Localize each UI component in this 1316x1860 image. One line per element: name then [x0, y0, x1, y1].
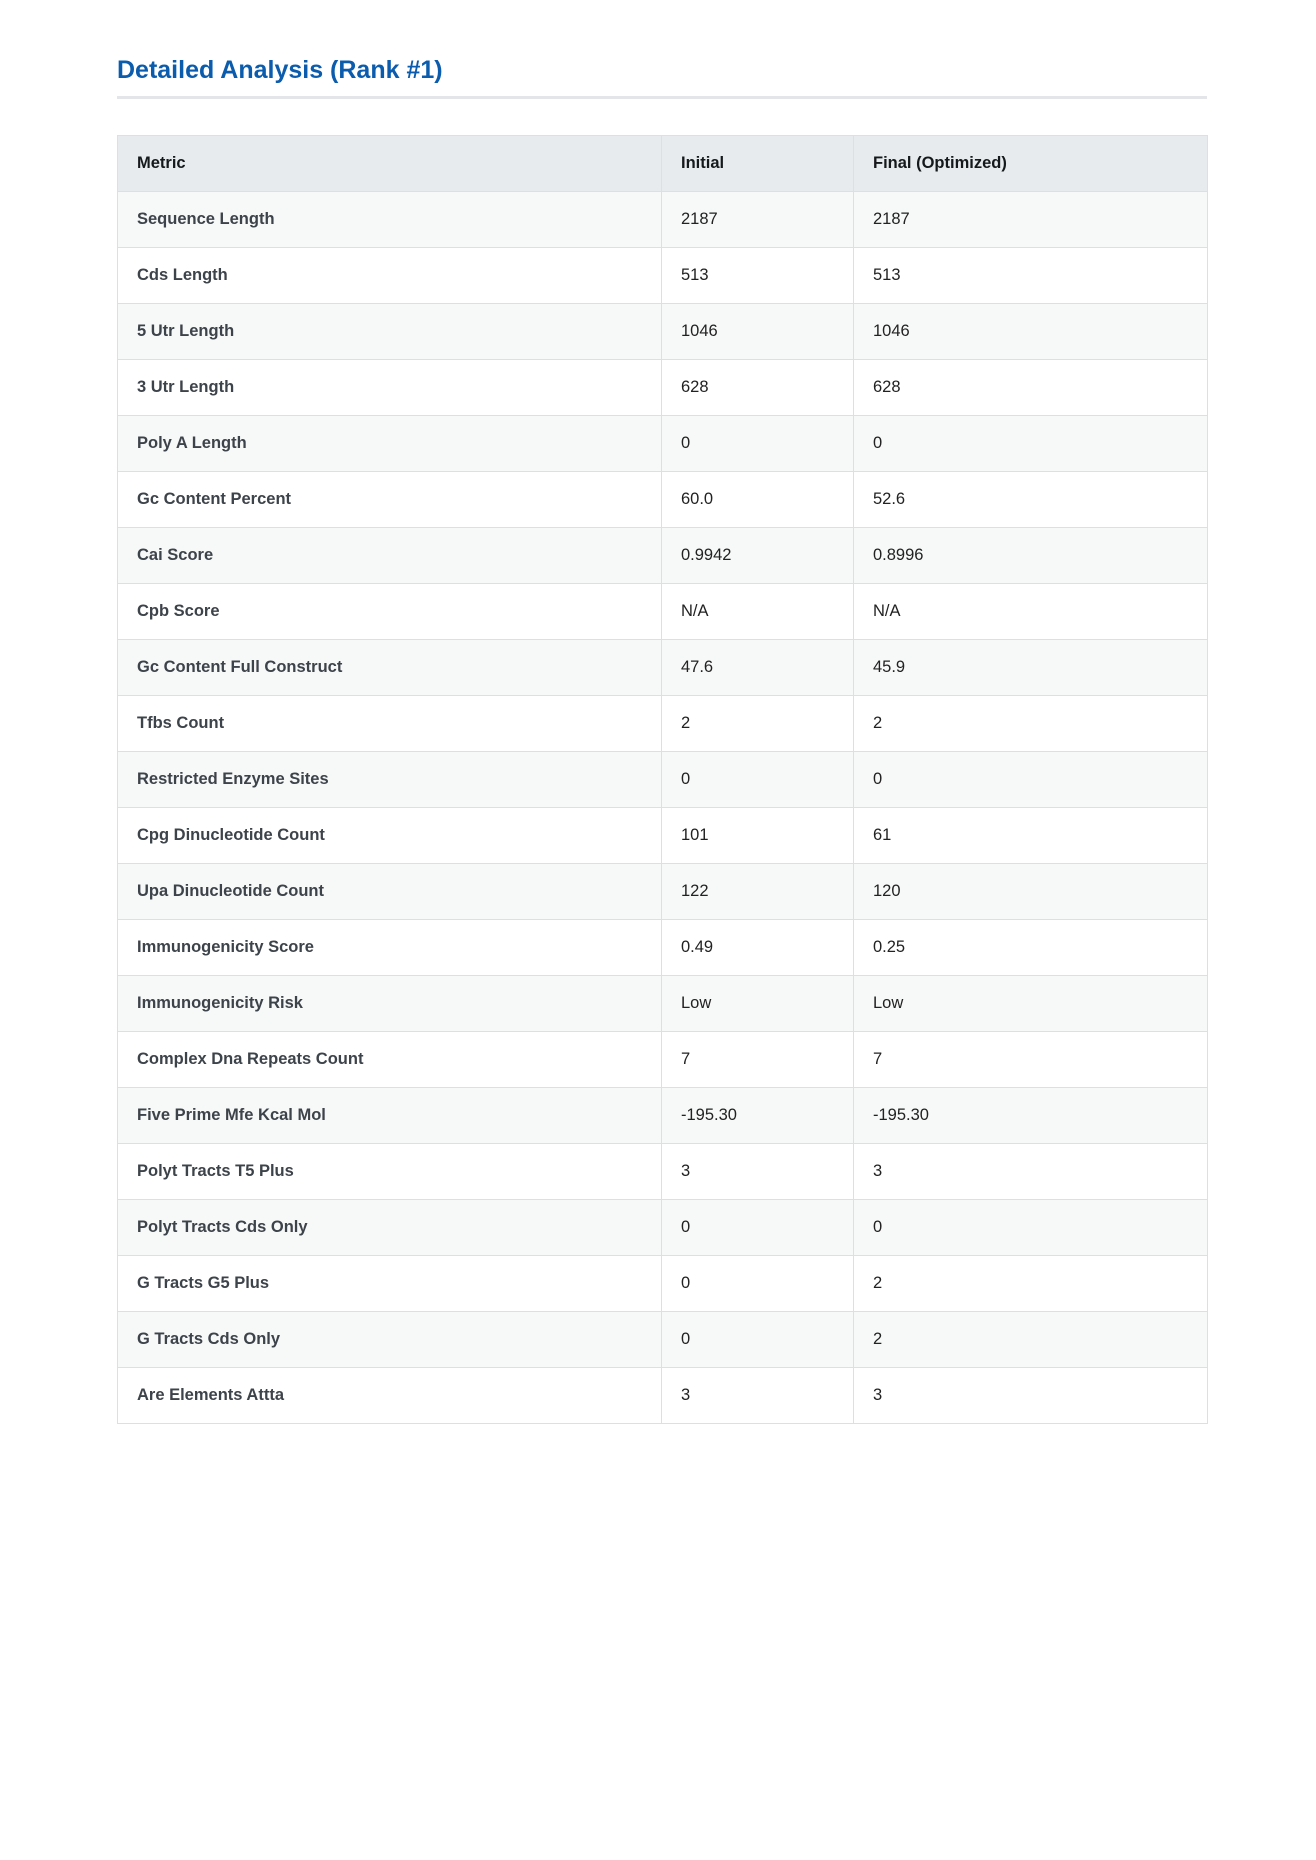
table-row: [118, 976, 1208, 1032]
table-row: [118, 360, 1208, 416]
metric-cell: Gc Content Percent: [118, 472, 662, 528]
initial-value-cell: -195.30: [662, 1088, 854, 1144]
metric-cell: G Tracts G5 Plus: [118, 1256, 662, 1312]
metric-cell: Upa Dinucleotide Count: [118, 864, 662, 920]
table-row: [118, 1032, 1208, 1088]
final-value-cell: 61: [854, 808, 1208, 864]
final-value-cell: 2187: [854, 192, 1208, 248]
metric-cell: Five Prime Mfe Kcal Mol: [118, 1088, 662, 1144]
initial-value-cell: 0: [662, 1312, 854, 1368]
initial-value-cell: 2187: [662, 192, 854, 248]
table-row: [118, 192, 1208, 248]
table-row: [118, 248, 1208, 304]
table-row: [118, 1368, 1208, 1424]
final-value-cell: N/A: [854, 584, 1208, 640]
metric-cell: Restricted Enzyme Sites: [118, 752, 662, 808]
table-row: [118, 304, 1208, 360]
table-body: [118, 192, 1208, 1424]
final-value-cell: 0.8996: [854, 528, 1208, 584]
initial-value-cell: 0: [662, 752, 854, 808]
metric-cell: Cds Length: [118, 248, 662, 304]
initial-value-cell: 3: [662, 1144, 854, 1200]
report-page: [117, 54, 1207, 1424]
table-row: [118, 472, 1208, 528]
final-value-cell: 0.25: [854, 920, 1208, 976]
final-value-cell: 7: [854, 1032, 1208, 1088]
metric-cell: G Tracts Cds Only: [118, 1312, 662, 1368]
initial-value-cell: 1046: [662, 304, 854, 360]
final-value-cell: 0: [854, 416, 1208, 472]
initial-value-cell: 101: [662, 808, 854, 864]
header-metric: Metric: [118, 136, 662, 192]
initial-value-cell: Low: [662, 976, 854, 1032]
initial-value-cell: 2: [662, 696, 854, 752]
initial-value-cell: 0: [662, 1256, 854, 1312]
final-value-cell: 3: [854, 1144, 1208, 1200]
initial-value-cell: 60.0: [662, 472, 854, 528]
initial-value-cell: 0.9942: [662, 528, 854, 584]
table-row: [118, 920, 1208, 976]
metric-cell: Tfbs Count: [118, 696, 662, 752]
final-value-cell: -195.30: [854, 1088, 1208, 1144]
table-row: [118, 584, 1208, 640]
initial-value-cell: N/A: [662, 584, 854, 640]
initial-value-cell: 0: [662, 416, 854, 472]
metric-cell: Polyt Tracts Cds Only: [118, 1200, 662, 1256]
metric-cell: Complex Dna Repeats Count: [118, 1032, 662, 1088]
table-row: [118, 1088, 1208, 1144]
header-final: Final (Optimized): [854, 136, 1208, 192]
metric-cell: Sequence Length: [118, 192, 662, 248]
final-value-cell: 3: [854, 1368, 1208, 1424]
final-value-cell: 45.9: [854, 640, 1208, 696]
metric-cell: Cpg Dinucleotide Count: [118, 808, 662, 864]
metric-cell: Immunogenicity Score: [118, 920, 662, 976]
initial-value-cell: 513: [662, 248, 854, 304]
final-value-cell: 513: [854, 248, 1208, 304]
table-row: [118, 752, 1208, 808]
table-row: [118, 1200, 1208, 1256]
metrics-table: [117, 135, 1208, 1424]
table-row: [118, 1256, 1208, 1312]
metric-cell: Gc Content Full Construct: [118, 640, 662, 696]
final-value-cell: 52.6: [854, 472, 1208, 528]
metric-cell: Immunogenicity Risk: [118, 976, 662, 1032]
final-value-cell: 120: [854, 864, 1208, 920]
table-row: [118, 416, 1208, 472]
final-value-cell: 0: [854, 1200, 1208, 1256]
final-value-cell: 628: [854, 360, 1208, 416]
metric-cell: Cai Score: [118, 528, 662, 584]
final-value-cell: 2: [854, 696, 1208, 752]
header-initial: Initial: [662, 136, 854, 192]
table-row: [118, 640, 1208, 696]
table-row: [118, 696, 1208, 752]
final-value-cell: 0: [854, 752, 1208, 808]
table-row: [118, 528, 1208, 584]
metric-cell: Polyt Tracts T5 Plus: [118, 1144, 662, 1200]
metric-cell: 5 Utr Length: [118, 304, 662, 360]
table-row: [118, 1144, 1208, 1200]
final-value-cell: 2: [854, 1256, 1208, 1312]
table-row: [118, 1312, 1208, 1368]
initial-value-cell: 47.6: [662, 640, 854, 696]
metric-cell: Cpb Score: [118, 584, 662, 640]
table-header-row: [118, 136, 1208, 192]
metric-cell: Poly A Length: [118, 416, 662, 472]
final-value-cell: 1046: [854, 304, 1208, 360]
page-title: Detailed Analysis (Rank #1): [117, 54, 1207, 99]
initial-value-cell: 7: [662, 1032, 854, 1088]
table-row: [118, 864, 1208, 920]
initial-value-cell: 628: [662, 360, 854, 416]
metric-cell: 3 Utr Length: [118, 360, 662, 416]
final-value-cell: 2: [854, 1312, 1208, 1368]
initial-value-cell: 0.49: [662, 920, 854, 976]
initial-value-cell: 3: [662, 1368, 854, 1424]
initial-value-cell: 122: [662, 864, 854, 920]
metric-cell: Are Elements Attta: [118, 1368, 662, 1424]
final-value-cell: Low: [854, 976, 1208, 1032]
initial-value-cell: 0: [662, 1200, 854, 1256]
table-row: [118, 808, 1208, 864]
